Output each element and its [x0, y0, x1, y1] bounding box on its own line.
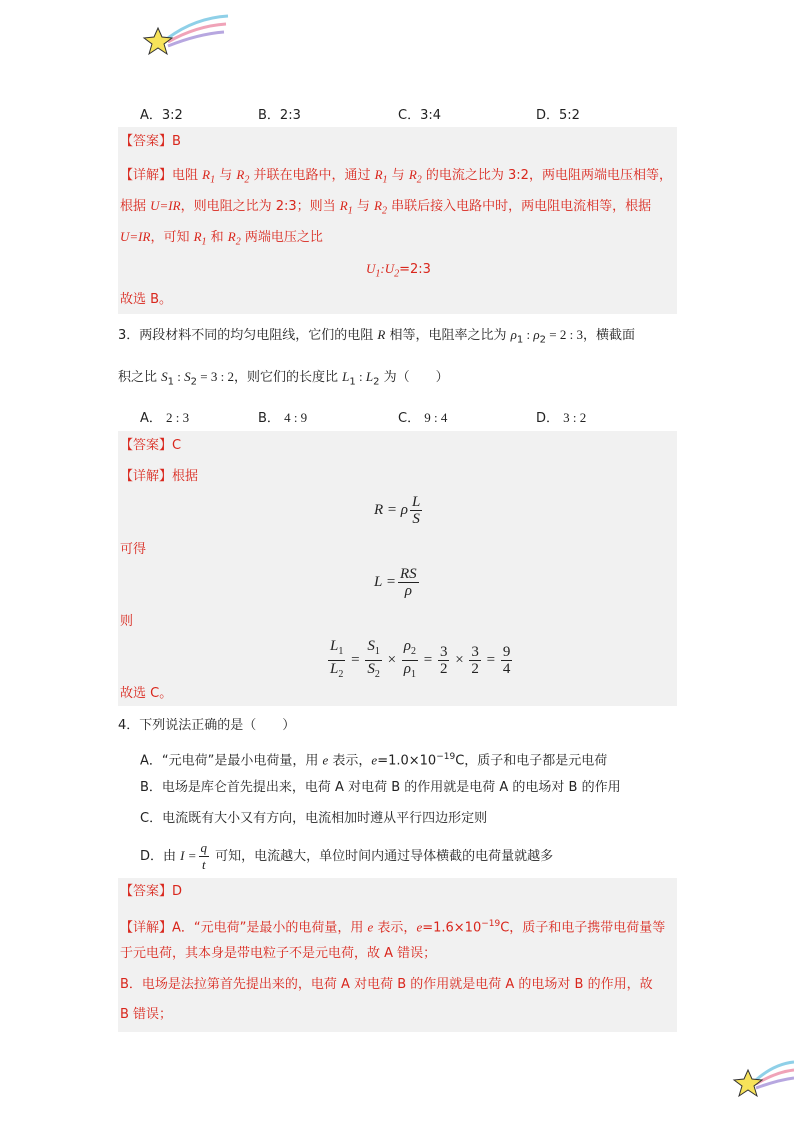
shooting-star-icon [730, 1056, 794, 1102]
q3-stem-line2: 积之比 $S_1$ : $S_2 = 3$ : 2，则它们的长度比 $L_1$ : $L_2$ 为（ ） [118, 369, 449, 388]
q3-formula-length: L = $\frac{RS}{\rho}$ [374, 566, 417, 599]
q3-detail: 【详解】根据 [120, 469, 199, 484]
q3-stem-line1: 3．两段材料不同的均匀电阻线，它们的电阻 R 相等，电阻率之比为 $\rho_1$ : $\rho_2 = 2$ : 3，横截面 [118, 327, 635, 346]
q4-option-b: B．电场是库仑首先提出来，电荷 A 对电荷 B 的作用就是电荷 A 的电场对 B 的作用 [140, 780, 621, 795]
q4-answer: 【答案】D [120, 884, 183, 899]
q4-option-a: A．“元电荷”是最小电荷量，用 e 表示，$e=1.0\times 10^{-19}C$，质子和电子都是元电荷 [140, 752, 608, 769]
q2-detail-line1: 【详解】电阻 $R_1$ 与 $R_2$ 并联在电路中，通过 $R_1$ 与 $R_2$ 的电流之比为 3:2，两电阻两端电压相等， [120, 167, 672, 186]
q2-conclusion: 故选 B。 [120, 292, 173, 307]
q2-detail-line2: 根据 U=IR，则电阻之比为 2:3；则当 $R_1$ 与 $R_2$ 串联后接入电路中时，两电阻电流相等，根据 [120, 198, 652, 217]
q4-detail-a-line2: 于元电荷，其本身是带电粒子不是元电荷，故 A 错误； [120, 946, 437, 961]
q2-option-c: C．3:4 [398, 108, 441, 123]
q3-answer: 【答案】C [120, 438, 182, 453]
q2-option-d: D．5:2 [536, 108, 580, 123]
q2-detail-line3: U=IR，可知 $R_1$ 和 $R_2$ 两端电压之比 [120, 229, 323, 248]
q4-stem: 4．下列说法正确的是（ ） [118, 718, 296, 733]
q3-option-b: B． 4 : 9 [258, 410, 308, 426]
q3-option-d: D． 3 : 2 [536, 410, 587, 426]
q3-conclusion: 故选 C。 [120, 686, 173, 701]
q2-option-a: A．3:2 [140, 108, 183, 123]
q4-option-c: C．电流既有大小又有方向，电流相加时遵从平行四边形定则 [140, 811, 488, 826]
q4-detail-b-line2: B 错误； [120, 1007, 173, 1022]
q3-option-a: A． 2 : 3 [140, 410, 190, 426]
q4-detail-b-line1: B．电场是法拉第首先提出来的，电荷 A 对电荷 B 的作用就是电荷 A 的电场对 B 的作用，故 [120, 977, 653, 992]
q3-option-c: C． 9 : 4 [398, 410, 448, 426]
q4-detail-a-line1: 【详解】A．“元电荷”是最小的电荷量，用 e 表示，$e=1.6\times 10^{-19}C$，质子和电子携带电荷量等 [120, 919, 666, 936]
q2-voltage-ratio: $U_1:U_2=2:3$ [366, 261, 431, 280]
q3-formula-resistance: R = ρ $\frac{L}{S}$ [374, 494, 421, 527]
q3-then-1: 可得 [120, 542, 147, 557]
q3-formula-ratio: $\frac{L_1}{L_2}$ = $\frac{S_1}{S_2}$ × $\frac{\rho_2}{\rho_1}$ = $\frac{3}{2}$ × $\frac{3}{2}$ = $\frac{9}{4}$ [330, 638, 511, 680]
shooting-star-icon [140, 12, 230, 60]
q2-option-b: B．2:3 [258, 108, 301, 123]
q4-option-d: D．由 I = $\frac{q}{t}$ 可知，电流越大，单位时间内通过导体横截的电荷量就越多 [140, 840, 554, 872]
q3-then-2: 则 [120, 614, 134, 629]
q2-answer: 【答案】B [120, 134, 181, 149]
